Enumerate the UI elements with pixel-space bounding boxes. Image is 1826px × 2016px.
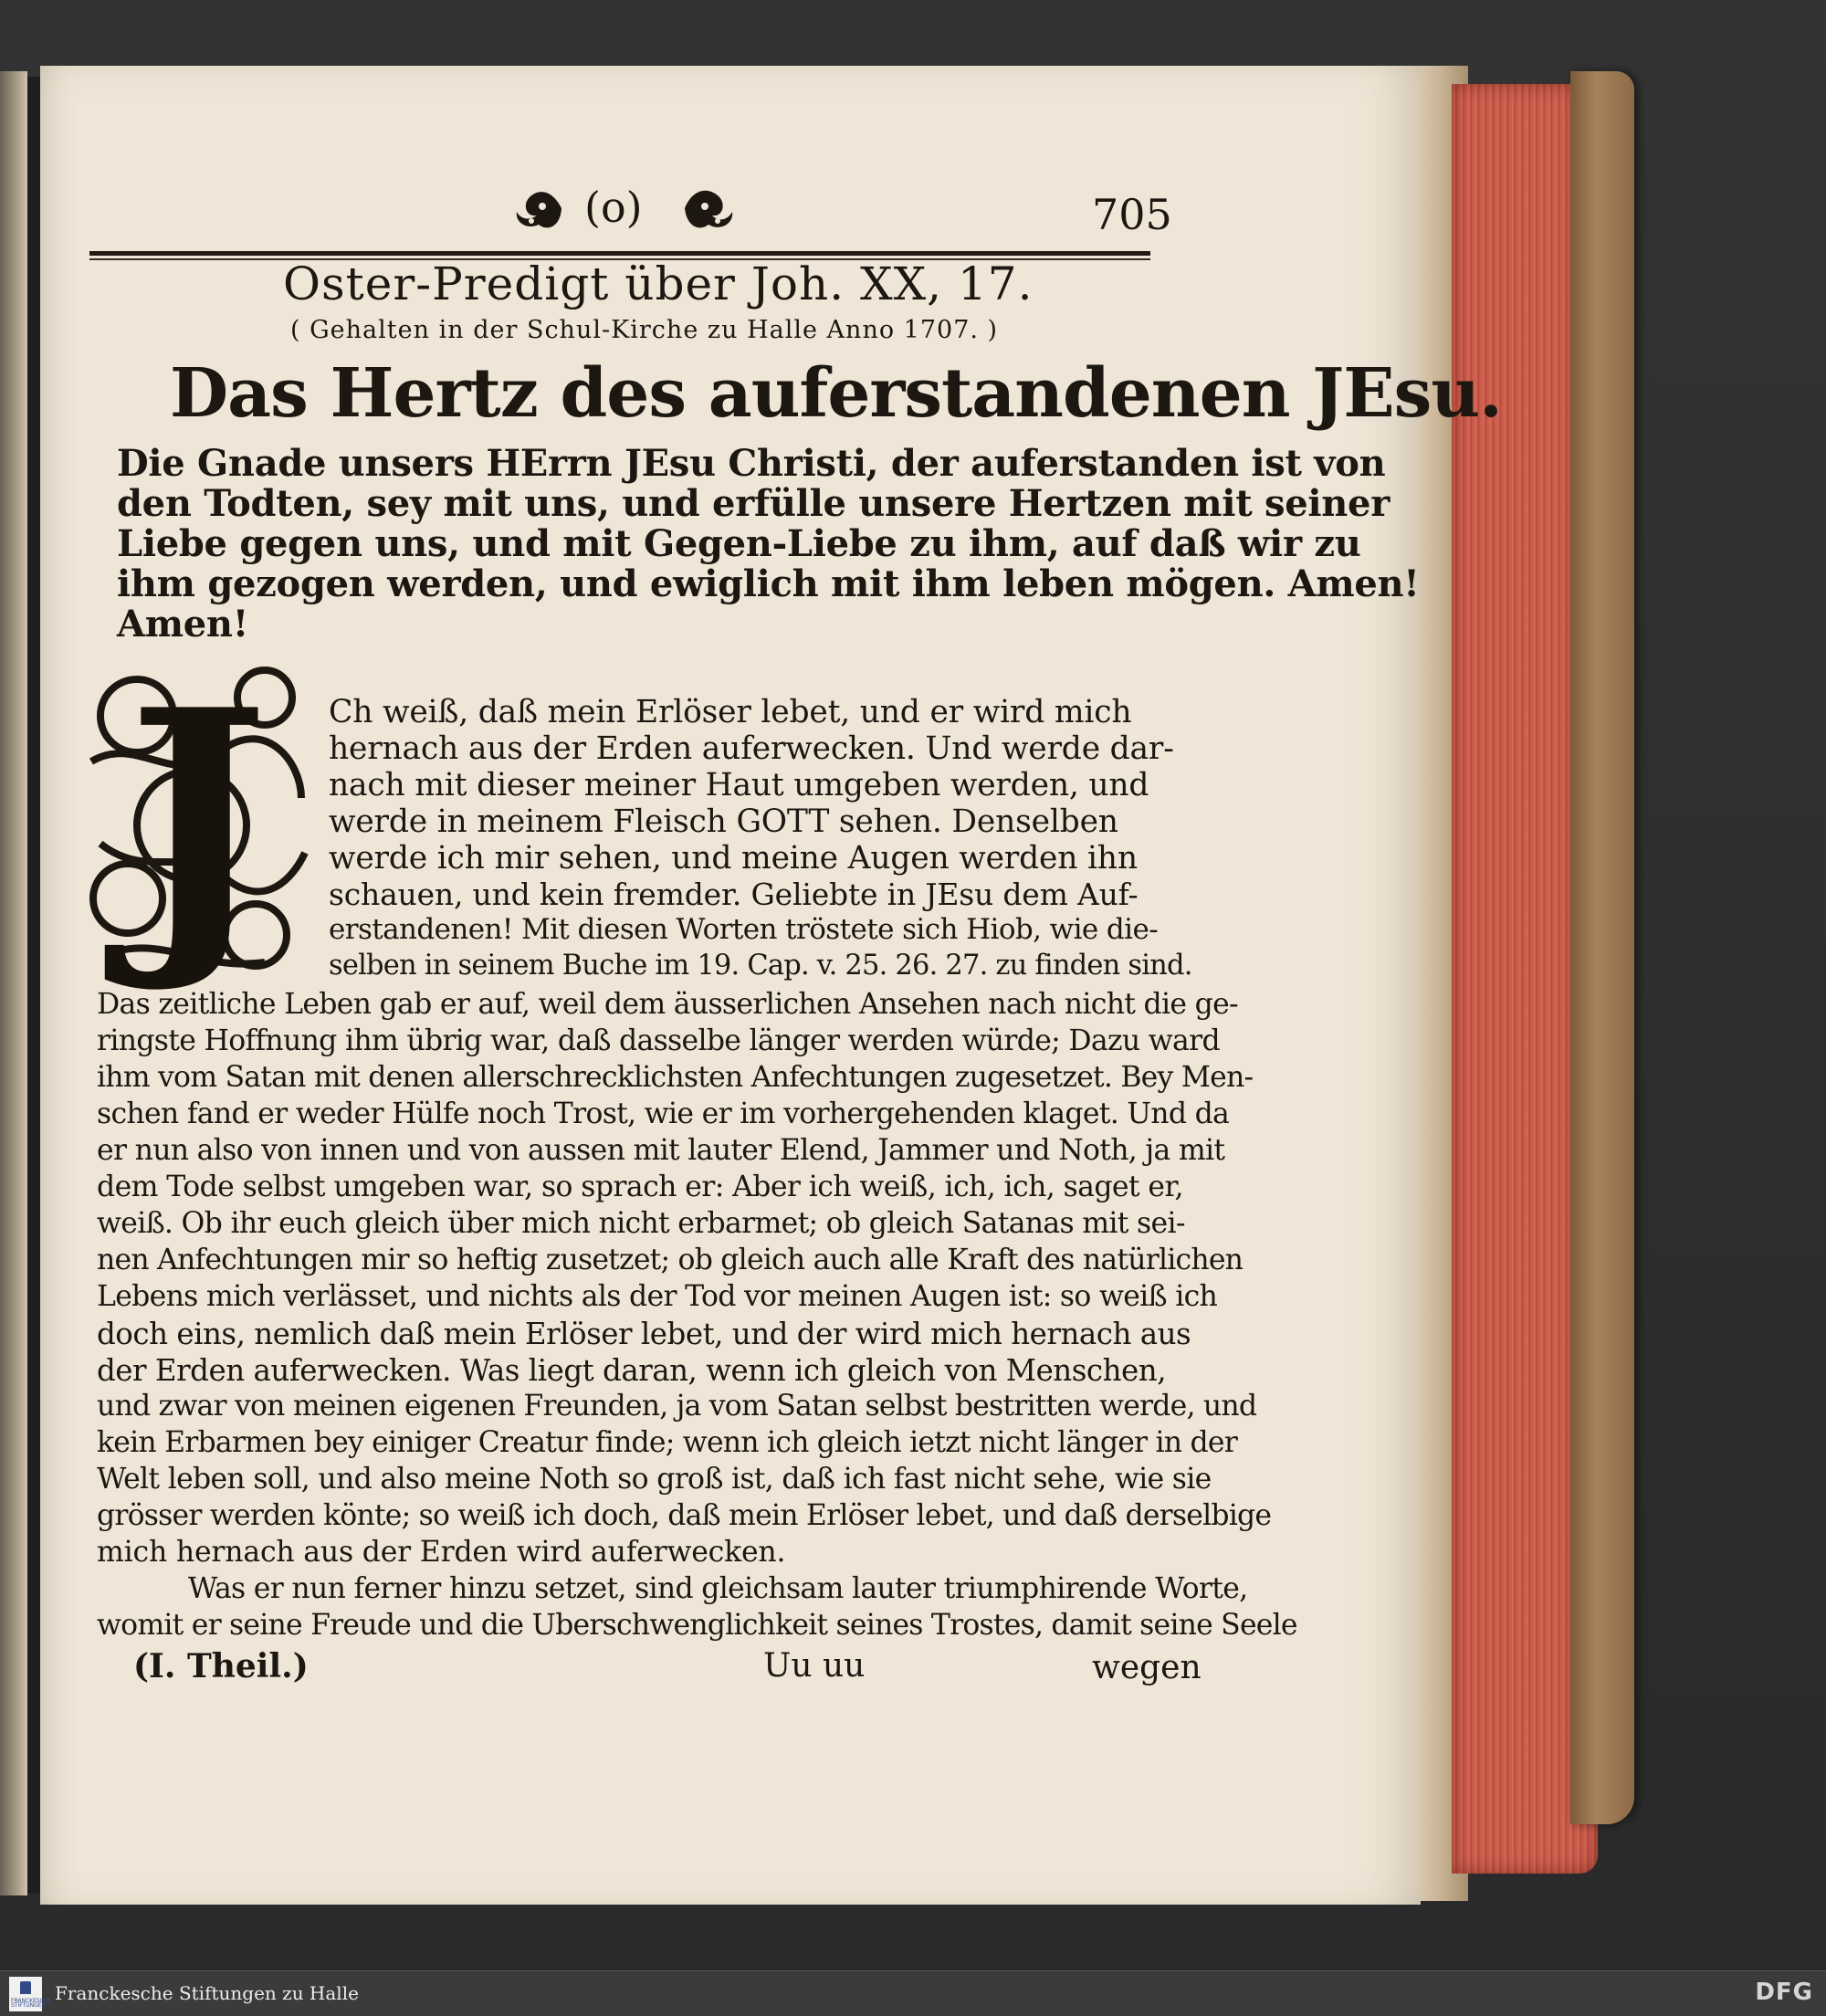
body-line: der Erden auferwecken. Was liegt daran, wenn ich gleich von Menschen, — [97, 1353, 1167, 1388]
body-line: nach mit dieser meiner Haut umgeben werden, und — [329, 767, 1149, 803]
body-line: womit er seine Freude und die Uberschwenglichkeit seines Trostes, damit seine Seele — [97, 1609, 1297, 1642]
viewer-footer-bar — [0, 1970, 1826, 2016]
decorated-initial — [82, 644, 314, 998]
institution-logo[interactable] — [9, 1977, 52, 2011]
fleuron-left-icon — [511, 181, 566, 236]
signature-mark: (I. Theil.) — [133, 1647, 309, 1685]
body-line: weiß. Ob ihr euch gleich über mich nicht erbarmet; ob gleich Satanas mit sei- — [97, 1207, 1185, 1240]
body-line: schauen, und kein fremder. Geliebte in JEsu dem Auf- — [329, 877, 1139, 912]
header-mark: (o) — [584, 183, 643, 232]
body-line: grösser werden könte; so weiß ich doch, daß mein Erlöser lebet, und daß derselbige — [97, 1499, 1272, 1532]
body-line: hernach aus der Erden auferwecken. Und werde dar- — [329, 730, 1174, 767]
body-line: dem Tode selbst umgeben war, so sprach er: Aber ich weiß, ich, ich, saget er, — [97, 1171, 1183, 1203]
body-line: erstandenen! Mit diesen Worten tröstete sich Hiob, wie die- — [329, 913, 1159, 946]
initial-letter: J — [126, 644, 270, 998]
invocation-line: den Todten, sey mit uns, und erfülle unsere Hertzen mit seiner — [117, 482, 1390, 525]
main-heading: Das Hertz des auferstandenen JEsu. — [170, 354, 1502, 433]
invocation-line: Die Gnade unsers HErrn JEsu Christi, der auferstanden ist von — [117, 442, 1386, 485]
body-line: kein Erbarmen bey einiger Creatur finde; wenn ich gleich ietzt nicht länger in der — [97, 1426, 1237, 1459]
body-line: Welt leben soll, und also meine Noth so groß ist, daß ich fast nicht sehe, wie sie — [97, 1463, 1212, 1496]
sermon-note: ( Gehalten in der Schul-Kirche zu Halle Anno 1707. ) — [290, 316, 999, 344]
page-number: 705 — [1092, 190, 1172, 239]
body-line: ihm vom Satan mit denen allerschrecklichsten Anfechtungen zugesetzet. Bey Men- — [97, 1061, 1254, 1094]
body-line: schen fand er weder Hülfe noch Trost, wie er im vorhergehenden klaget. Und da — [97, 1097, 1230, 1130]
body-line: werde ich mir sehen, und meine Augen werden ihn — [329, 840, 1138, 877]
body-line: werde in meinem Fleisch GOTT sehen. Denselben — [329, 803, 1118, 840]
invocation-line: Amen! — [117, 603, 248, 646]
body-line: Das zeitliche Leben gab er auf, weil dem äusserlichen Ansehen nach nicht die ge- — [97, 988, 1239, 1021]
body-line: selben in seinem Buche im 19. Cap. v. 25. 26. 27. zu finden sind. — [329, 950, 1192, 982]
fleuron-right-icon — [679, 181, 738, 236]
sermon-title: Oster-Predigt über Joh. XX, 17. — [283, 257, 1034, 310]
body-line: Lebens mich verlässet, und nichts als der Tod vor meinen Augen ist: so weiß ich — [97, 1280, 1218, 1313]
sheet-mark: Uu uu — [763, 1647, 866, 1685]
body-line: nen Anfechtungen mir so heftig zusetzet; ob gleich auch alle Kraft des natürlichen — [97, 1244, 1244, 1276]
invocation-line: ihm gezogen werden, und ewiglich mit ihm leben mögen. Amen! — [117, 562, 1420, 605]
institution-name[interactable]: Franckesche Stiftungen zu Halle — [55, 1982, 359, 2004]
body-line: mich hernach aus der Erden wird auferwecken. — [97, 1536, 786, 1569]
invocation-line: Liebe gegen uns, und mit Gegen-Liebe zu ihm, auf daß wir zu — [117, 522, 1361, 565]
body-line: und zwar von meinen eigenen Freunden, ja vom Satan selbst bestritten werde, und — [97, 1390, 1257, 1423]
header-rule — [89, 251, 1150, 256]
body-line: er nun also von innen und von aussen mit lauter Elend, Jammer und Noth, ja mit — [97, 1134, 1225, 1167]
body-line: ringste Hoffnung ihm übrig war, daß dasselbe länger werden würde; Dazu ward — [97, 1024, 1220, 1057]
body-line: doch eins, nemlich daß mein Erlöser lebet, und der wird mich hernach aus — [97, 1317, 1191, 1351]
dfg-logo[interactable]: DFG — [1755, 1979, 1813, 2006]
body-line: Was er nun ferner hinzu setzet, sind gleichsam lauter triumphirende Worte, — [188, 1572, 1248, 1605]
institution-logo-text: FRANCKESCHE STIFTUNGEN — [11, 1998, 52, 2009]
body-line: Ch weiß, daß mein Erlöser lebet, und er wird mich — [329, 694, 1132, 730]
catchword: wegen — [1092, 1649, 1202, 1686]
institution-logo-icon — [20, 1981, 31, 1994]
